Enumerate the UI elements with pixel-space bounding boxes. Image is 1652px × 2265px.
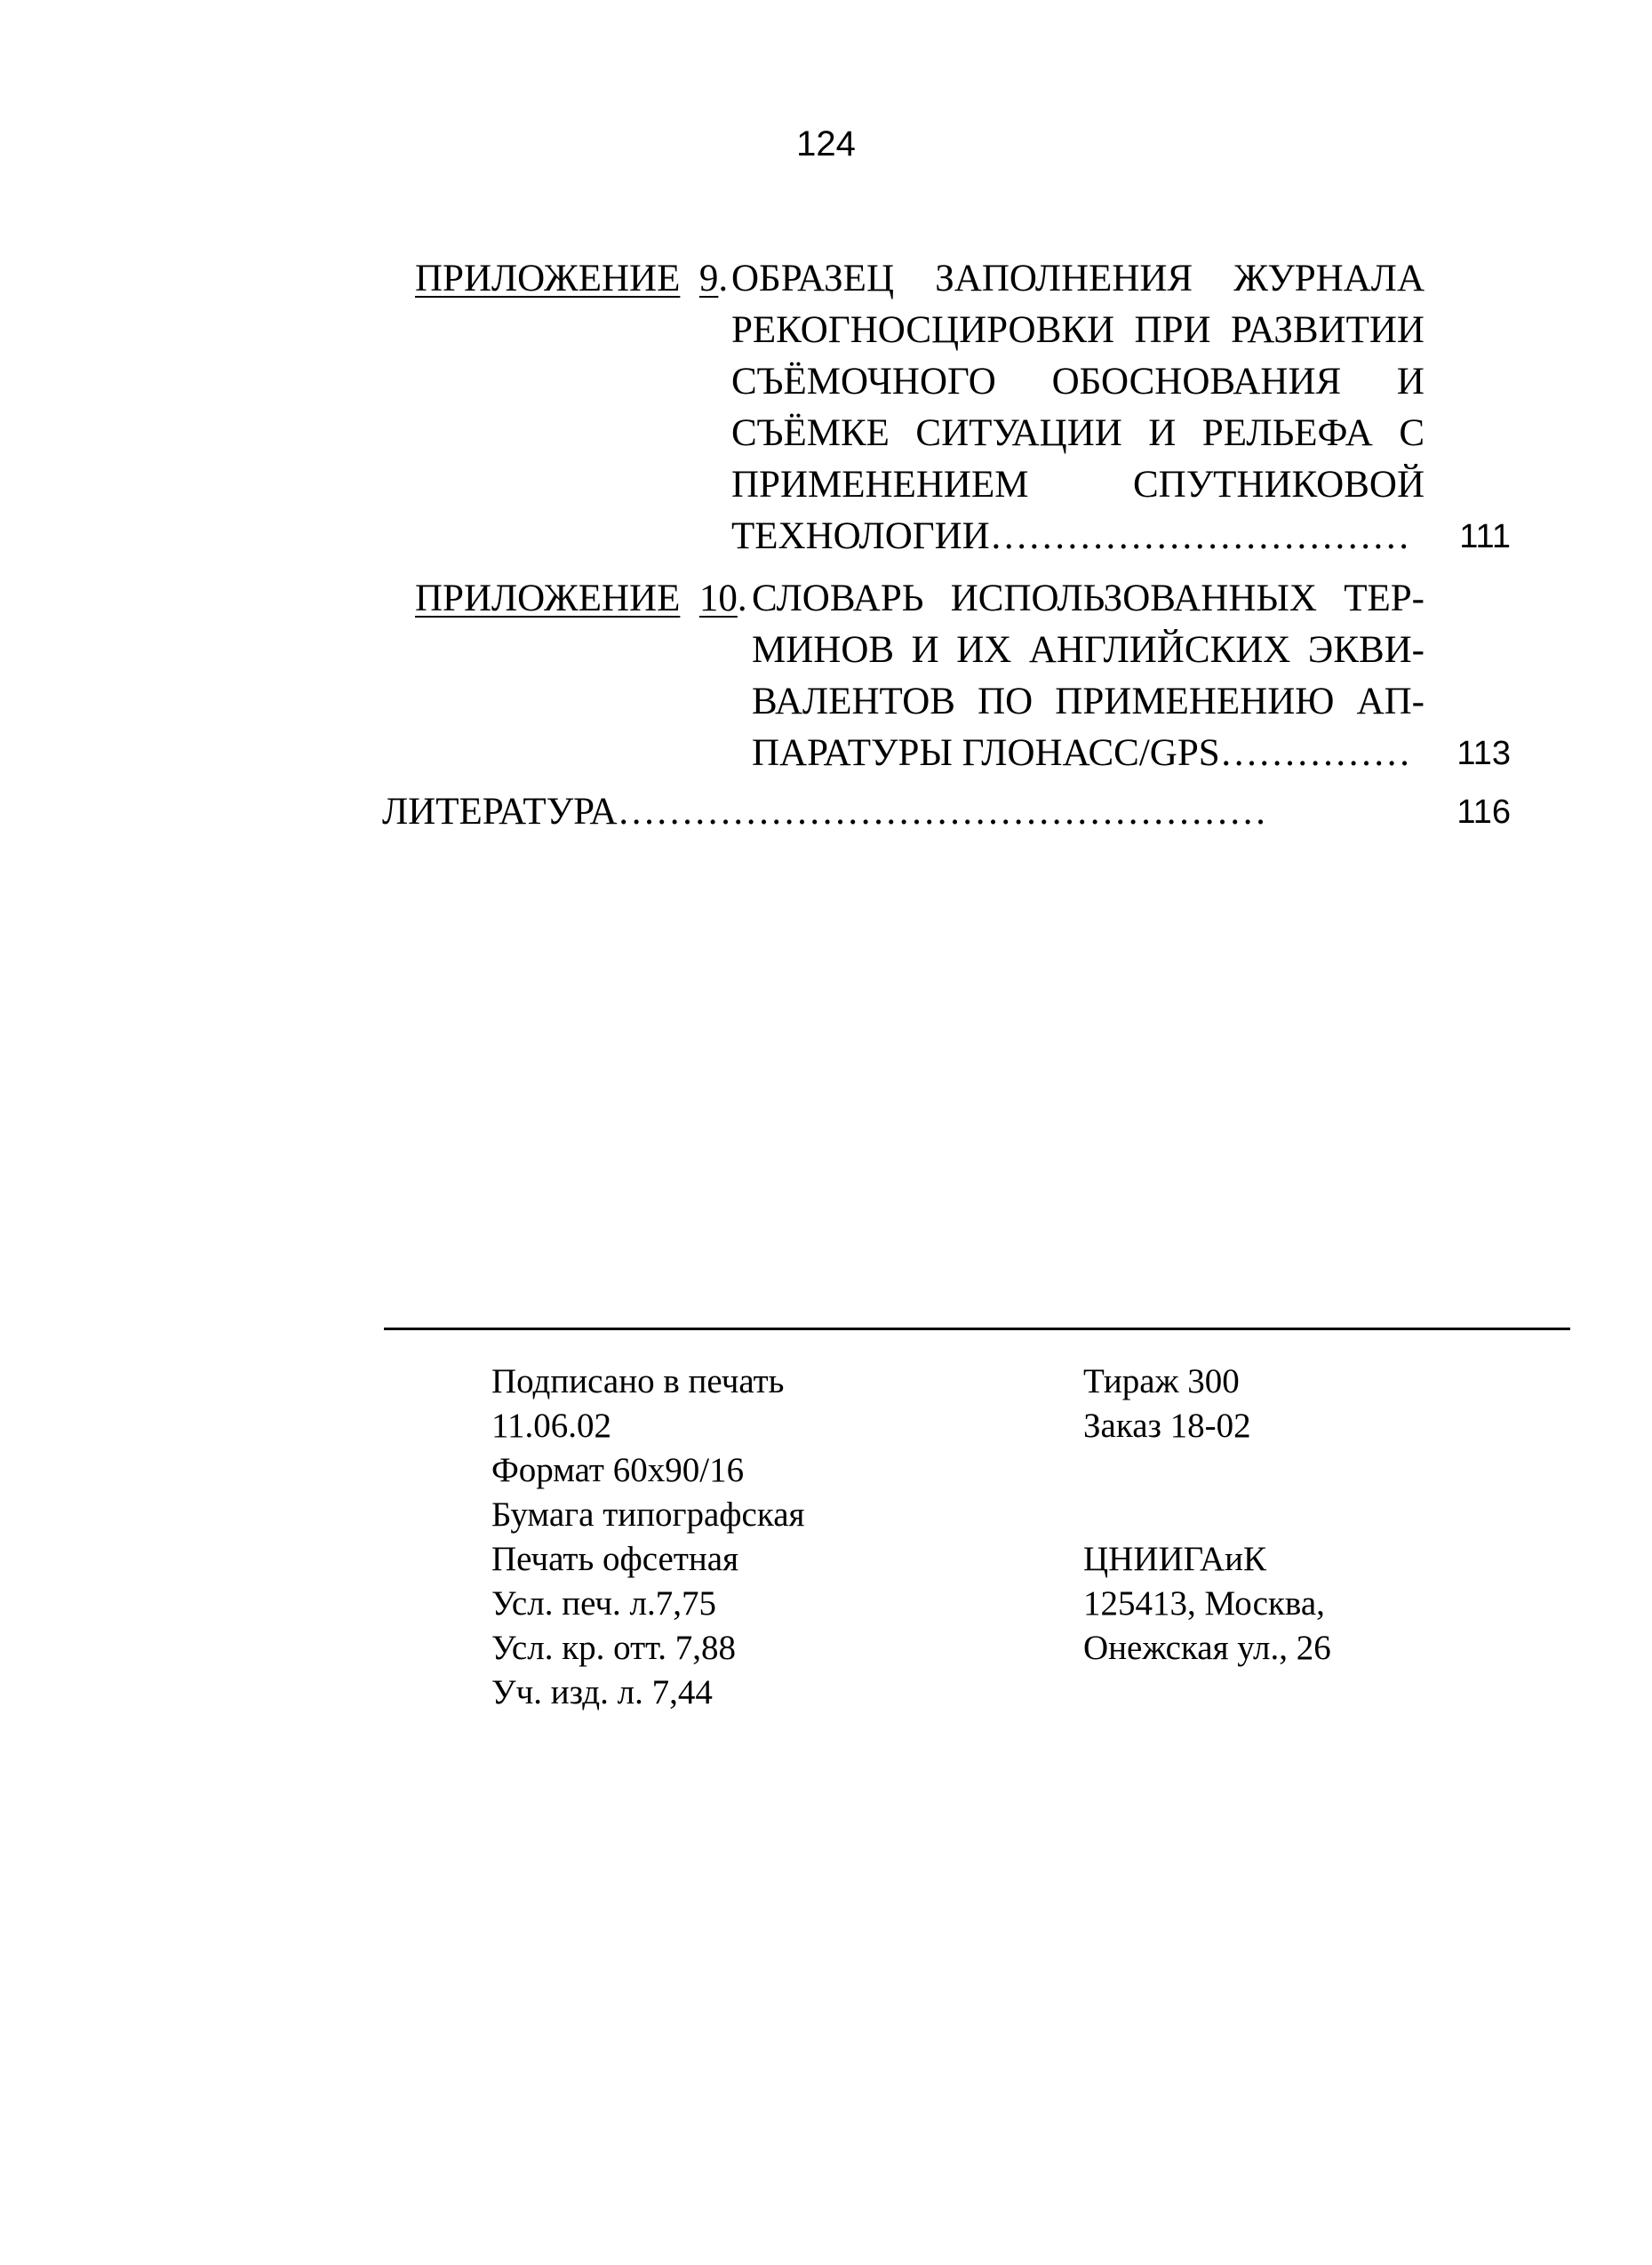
imprint-line: Усл. кр. отт. 7,88 — [491, 1629, 737, 1667]
imprint-line: Онежская ул., 26 — [1083, 1629, 1331, 1667]
toc-label: ПРИЛОЖЕНИЕ 10. — [415, 578, 747, 619]
toc-title-line: ВАЛЕНТОВ ПО ПРИМЕНЕНИЮ АП- — [752, 681, 1425, 722]
toc-page-ref: 111 — [1459, 518, 1511, 555]
toc-title — [752, 573, 1425, 779]
toc-page-ref: 113 — [1456, 735, 1511, 772]
imprint-left — [491, 1360, 804, 1715]
toc-title-line: ТЕХНОЛОГИИ…………………………… — [731, 515, 1410, 557]
toc-title-line: РЕКОГНОСЦИРОВКИ ПРИ РАЗВИТИИ — [731, 309, 1425, 351]
toc-leader-dots: …………………………… — [989, 515, 1410, 557]
page-number: 124 — [796, 124, 856, 163]
toc-label-word: ПРИЛОЖЕНИЕ — [415, 258, 681, 299]
toc-title-line: СЛОВАРЬ ИСПОЛЬЗОВАННЫХ ТЕР- — [752, 578, 1425, 619]
toc-title-line: СЪЁМКЕ СИТУАЦИИ И РЕЛЬЕФА С — [731, 412, 1425, 454]
toc-entry-appendix-10 — [0, 573, 1511, 786]
imprint-line: Печать офсетная — [491, 1540, 739, 1578]
toc-title-line: СЪЁМОЧНОГО ОБОСНОВАНИЯ И — [731, 361, 1425, 403]
imprint-line: Подписано в печать — [491, 1362, 785, 1400]
imprint-right-bottom — [1083, 1537, 1331, 1671]
toc-title-line: ПАРАТУРЫ ГЛОНАСС/GPS…………… — [752, 732, 1411, 774]
toc-title — [731, 253, 1425, 562]
toc-label-number: 9 — [698, 258, 719, 299]
imprint-line: Формат 60x90/16 — [491, 1451, 745, 1489]
toc-label — [382, 786, 1267, 838]
imprint-line: 125413, Москва, — [1083, 1584, 1325, 1623]
imprint-line: Усл. печ. л.7,75 — [491, 1584, 716, 1623]
toc-leader-dots: …………… — [1219, 732, 1411, 774]
toc-entry-appendix-9 — [0, 253, 1511, 573]
imprint-line: Заказ 18-02 — [1083, 1407, 1251, 1445]
toc-page-ref: 116 — [1456, 794, 1511, 831]
toc-label-word: ПРИЛОЖЕНИЕ — [415, 578, 681, 619]
toc-label-word: ЛИТЕРАТУРА — [382, 791, 618, 833]
imprint-line: Уч. изд. л. 7,44 — [491, 1673, 713, 1711]
toc-leader-dots: …………………………………………… — [617, 791, 1267, 833]
toc-title-line: ОБРАЗЕЦ ЗАПОЛНЕНИЯ ЖУРНАЛА — [731, 258, 1425, 299]
imprint-line: ЦНИИГАиК — [1083, 1540, 1267, 1578]
imprint-line: Бумага типографская — [491, 1495, 805, 1534]
imprint-line: 11.06.02 — [491, 1407, 612, 1445]
imprint-right-top — [1083, 1360, 1251, 1448]
toc-label-number: 10 — [698, 578, 738, 619]
toc-title-line: ПРИМЕНЕНИЕМ СПУТНИКОВОЙ — [731, 464, 1425, 506]
imprint-line: Тираж 300 — [1083, 1362, 1240, 1400]
horizontal-rule — [384, 1328, 1570, 1330]
toc-entry-literature — [0, 786, 1511, 840]
toc-label: ПРИЛОЖЕНИЕ 9. — [415, 258, 729, 299]
toc-title-line: МИНОВ И ИХ АНГЛИЙСКИХ ЭКВИ- — [752, 629, 1425, 671]
